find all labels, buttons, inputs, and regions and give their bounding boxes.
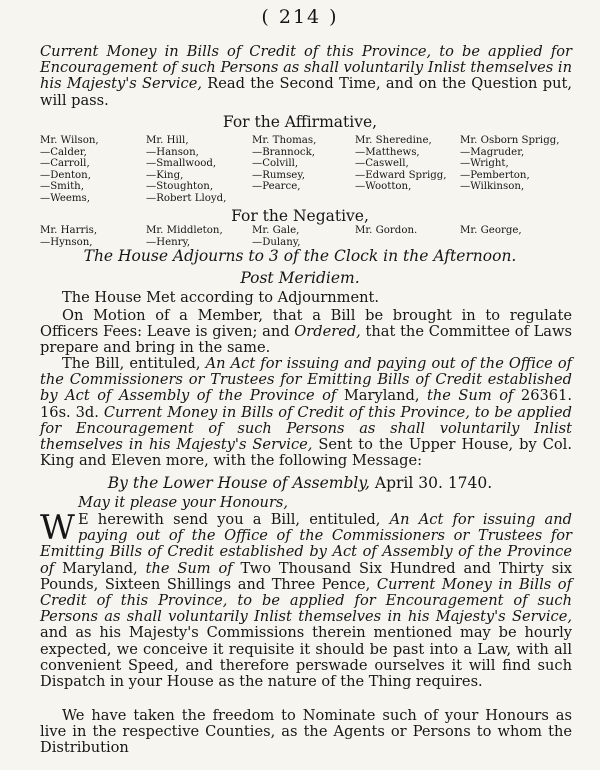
affirmative-name: —Matthews, (355, 146, 420, 158)
negative-column-2 (146, 225, 223, 248)
affirmative-votes (40, 135, 580, 211)
affirmative-name: —Smallwood, (146, 158, 217, 170)
negative-column-1 (40, 225, 97, 248)
bill-paragraph (40, 356, 572, 469)
bill-italic-3: Current Money in Bills of Credit of this Province, to be applied for Encouragement of such Persons as shall voluntarily Inlist themselves in his Majesty's Service, (40, 403, 572, 454)
page-number: ( 214 ) (261, 6, 339, 28)
house-met-line: The House Met according to Adjournment. (62, 289, 380, 306)
letter-text-1: E herewith send you a Bill, entituled, (77, 511, 390, 528)
affirmative-column-5 (460, 135, 559, 193)
letter-paragraph (40, 508, 572, 691)
bill-italic-2: the Sum of (427, 387, 514, 405)
affirmative-name: —Calder, (40, 146, 87, 158)
affirmative-name: —Carroll, (40, 158, 90, 170)
motion-ordered: Ordered, (294, 323, 361, 341)
adjourn-line: The House Adjourns to 3 of the Clock in the Afternoon. (83, 247, 517, 265)
salutation: May it please your Honours, (78, 494, 289, 511)
affirmative-column-4 (355, 135, 446, 193)
affirmative-name: Mr. Osborn Sprigg, (460, 135, 560, 146)
affirmative-column-3 (252, 135, 316, 193)
affirmative-name: —Rumsey, (252, 169, 305, 181)
affirmative-name: —Wilkinson, (460, 181, 525, 193)
motion-text-2: that the Committee of Laws prepare and bring in the same. (40, 323, 572, 357)
affirmative-name: —Hanson, (146, 146, 199, 158)
affirmative-name: —Wootton, (355, 181, 412, 193)
bill-sum: 26361. 16s. 3d. (40, 387, 572, 421)
bill-italic-1: An Act for issuing and paying out of the Office of the Commissioners or Trustees for Emitting Bills of Credit established by Act of Assembly of the Province of (40, 355, 573, 405)
affirmative-name: —King, (146, 169, 184, 181)
letter-dropcap: W (40, 508, 75, 548)
negative-name: Mr. Middleton, (146, 225, 223, 236)
letter-italic-2: the Sum of (145, 559, 233, 577)
affirmative-name: —Magruder, (460, 146, 525, 158)
closing-paragraph: We have taken the freedom to Nominate such of your Honours as live in the respective Counties, as the Agents or Persons to whom the Distribution (40, 707, 572, 757)
negative-name: Mr. Harris, (40, 225, 98, 236)
letter-sum: Two Thousand Six Hundred and Thirty six Pounds, Sixteen Shillings and Three Pence, (40, 559, 572, 593)
affirmative-name: —Brannock, (252, 146, 315, 158)
message-line (0, 474, 600, 492)
letter-italic-1: An Act for issuing and paying out of the Office of the Commissioners or Trustees for Emitting Bills of Credit established by Act of Assembly of the Province of (40, 511, 572, 577)
affirmative-column-2 (146, 135, 226, 205)
negative-heading: For the Negative, (231, 207, 369, 225)
negative-column-3 (252, 225, 300, 248)
affirmative-name: Mr. Sheredine, (355, 135, 432, 146)
affirmative-name: —Stoughton, (146, 181, 214, 193)
affirmative-name: Mr. Wilson, (40, 135, 99, 146)
opening-paragraph (40, 44, 572, 109)
affirmative-name: —Wright, (460, 158, 509, 170)
motion-text-1: On Motion of a Member, that a Bill be brought in to regulate Officers Fees: Leave is given; and (40, 307, 572, 341)
affirmative-name: —Denton, (40, 169, 91, 181)
opening-italic-text: Current Money in Bills of Credit of this Province, to be applied for Encouragement of such Persons as shall voluntarily Inlist themselves in his Majesty's Service, (40, 43, 572, 93)
negative-column-4 (355, 225, 417, 237)
negative-name: —Dulany, (252, 236, 301, 248)
motion-paragraph (40, 308, 572, 357)
negative-column-5 (460, 225, 522, 237)
message-source: By the Lower House of Assembly, (107, 474, 370, 492)
negative-name: Mr. Gale, (252, 225, 300, 236)
bill-text-2: Sent to the Upper House, by Col. King and Eleven more, with the following Message: (40, 436, 572, 470)
affirmative-name: —Caswell, (355, 158, 409, 170)
post-meridiem-heading: Post Meridiem. (240, 269, 360, 287)
bill-maryland: Maryland, (336, 387, 427, 405)
negative-name: Mr. Gordon. (355, 225, 418, 236)
affirmative-column-1 (40, 135, 99, 205)
affirmative-name: Mr. Thomas, (252, 135, 317, 146)
affirmative-heading: For the Affirmative, (222, 113, 378, 131)
affirmative-name: —Pemberton, (460, 169, 530, 181)
negative-name: Mr. George, (460, 225, 522, 236)
affirmative-name: —Edward Sprigg, (355, 169, 447, 181)
affirmative-name: —Robert Lloyd, (146, 192, 227, 204)
affirmative-name: —Colvill, (252, 158, 299, 170)
letter-italic-3: Current Money in Bills of Credit of this Province, to be applied for Encouragement of such Persons as shall voluntarily Inlist themselves in his Majesty's Service, (40, 575, 572, 626)
letter-text-2: and as his Majesty's Commissions therein mentioned may be hourly expected, we conceive it requisite it should be past into a Law, with all convenient Speed, and therefore perswade ourselves it will find such Dispatch in your House as the nature of the Thing requires. (40, 624, 572, 691)
bill-text-1: The Bill, entituled, (62, 355, 206, 372)
negative-name: —Henry, (146, 236, 191, 248)
message-date: April 30. 1740. (369, 474, 493, 492)
affirmative-name: Mr. Hill, (146, 135, 189, 146)
letter-maryland: Maryland, (54, 559, 146, 577)
negative-name: —Hynson, (40, 236, 93, 248)
affirmative-name: —Pearce, (252, 181, 301, 193)
affirmative-name: —Weems, (40, 192, 91, 204)
affirmative-name: —Smith, (40, 181, 84, 193)
opening-roman-text: Read the Second Time, and on the Question put, will pass. (40, 75, 572, 109)
